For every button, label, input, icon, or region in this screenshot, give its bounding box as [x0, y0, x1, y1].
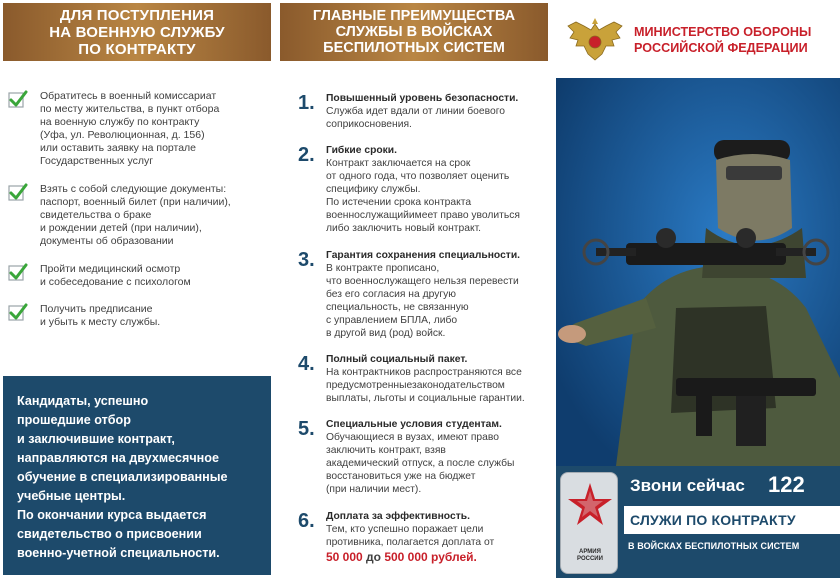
badge-text: АРМИЯ РОССИИ	[577, 549, 603, 562]
call-now-label: Звони сейчас	[630, 476, 745, 495]
checkmark-icon	[8, 263, 28, 283]
bonus-from: 50 000	[326, 550, 363, 564]
advantage-number: 1.	[298, 92, 315, 114]
advantage-title: Специальные условия студентам.	[326, 419, 502, 430]
soldier-illustration	[556, 78, 840, 466]
advantage-title: Повышенный уровень безопасности.	[326, 93, 519, 104]
advantage-number: 3.	[298, 249, 315, 271]
advantage-number: 4.	[298, 353, 315, 375]
serve-label: СЛУЖИ ПО КОНТРАКТУ	[630, 512, 796, 528]
step-text: Получить предписание и убыть к месту службы.	[40, 303, 161, 328]
army-russia-badge	[560, 472, 618, 574]
advantages-title: ГЛАВНЫЕ ПРЕИМУЩЕСТВА СЛУЖБЫ В ВОЙСКАХ БЕСПИЛОТНЫХ СИСТЕМ	[312, 8, 516, 56]
advantage-number: 2.	[298, 144, 315, 166]
bonus-connector: до	[362, 550, 385, 564]
training-info-box	[3, 376, 271, 575]
advantage-number: 5.	[298, 418, 315, 440]
serve-banner	[624, 506, 840, 534]
ministry-header	[556, 0, 840, 78]
advantage-title: Гарантия сохранения специальности.	[326, 250, 521, 261]
step-text: Пройти медицинский осмотр и собеседование с психологом	[40, 263, 191, 288]
advantage-title: Гибкие сроки.	[326, 145, 397, 156]
advantages-header	[280, 3, 548, 61]
advantage-desc: Служба идет вдали от линии боевого соприкосновения.	[326, 106, 505, 130]
hotline-number: 122	[768, 472, 805, 497]
advantage-number: 6.	[298, 510, 315, 532]
step-text: Обратитесь в военный комиссариат по месту жительства, в пункт отбора на военную службу по контракту (Уфа, ул. Революционная, д. 156) или оставить заявку на портале Государственных услуг	[40, 90, 220, 167]
double-headed-eagle-icon	[564, 18, 626, 64]
advantage-title: Доплата за эффективность.	[326, 511, 470, 522]
advantage-desc: Тем, кто успешно поражает цели противника, полагается доплата от	[326, 524, 495, 548]
bonus-amount	[326, 550, 551, 565]
contract-steps-title: ДЛЯ ПОСТУПЛЕНИЯ НА ВОЕННУЮ СЛУЖБУ ПО КОНТРАКТУ	[49, 6, 225, 58]
advantage-desc: Обучающиеся в вузах, имеют право заключить контракт, взяв академический отпуск, а после службы восстановиться уже на бюджет (при наличии мест).	[326, 432, 515, 495]
advantage-desc: На контрактников распространяются все предусмотренныезаконодательством выплаты, льготы и социальные гарантии.	[326, 367, 525, 404]
contract-steps-column	[0, 0, 273, 578]
star-icon	[561, 473, 619, 547]
checkmark-icon	[8, 90, 28, 110]
step-text: Взять с собой следующие документы: паспорт, военный билет (при наличии), свидетельства о браке и рождении детей (при наличии), документы об образовании	[40, 183, 231, 247]
advantage-desc: В контракте прописано, что военнослужащего нельзя перевести без его согласия на другую специальность, не связанную с управлением БПЛА, либо в другой вид (род) войск.	[326, 263, 519, 339]
call-to-action-panel	[556, 466, 840, 578]
unmanned-forces-subline: В ВОЙСКАХ БЕСПИЛОТНЫХ СИСТЕМ	[628, 541, 800, 551]
checkmark-icon	[8, 183, 28, 203]
contract-steps-header	[3, 3, 271, 61]
training-info-text: Кандидаты, успешно прошедшие отбор и заключившие контракт, направляются на двухмесячное обучение в специализированные учебные центры. По окончании курса выдается свидетельство о присвоении военно-учетной специальности.	[17, 394, 228, 560]
checkmark-icon	[8, 303, 28, 323]
ministry-name: МИНИСТЕРСТВО ОБОРОНЫ РОССИЙСКОЙ ФЕДЕРАЦИИ	[634, 25, 812, 55]
recruitment-poster-column	[556, 0, 840, 578]
advantage-desc: Контракт заключается на срок от одного года, что позволяет оценить специфику службы. По истечении срока контракта военнослужащийимеет право уволиться либо заключить новый контракт.	[326, 158, 520, 234]
advantages-column	[280, 0, 550, 578]
advantage-title: Полный социальный пакет.	[326, 354, 468, 365]
soldier-with-drone-photo	[556, 78, 840, 466]
bonus-to: 500 000 рублей.	[384, 550, 477, 564]
